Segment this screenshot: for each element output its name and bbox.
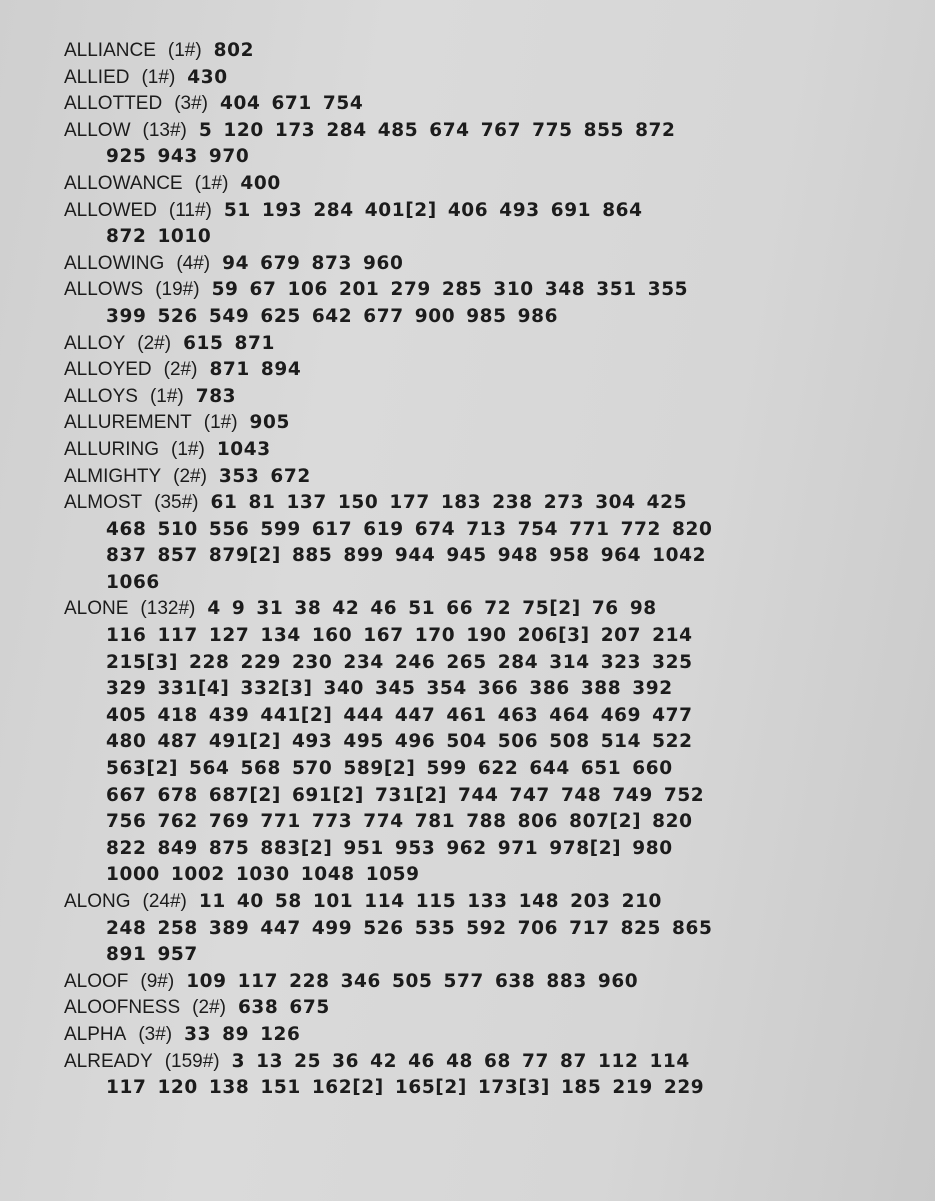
entry-first-line	[64, 198, 914, 225]
index-entry	[64, 65, 914, 92]
entry-page-refs: 871 894	[209, 359, 302, 381]
entry-first-line	[64, 118, 914, 145]
entry-count: (1#)	[203, 412, 238, 434]
entry-word: ALLOWS	[64, 279, 144, 301]
entry-count: (159#)	[164, 1050, 220, 1072]
entry-first-line	[64, 357, 914, 384]
entry-count: (4#)	[176, 252, 211, 274]
entry-page-refs: 1043	[216, 438, 271, 460]
entry-page-refs: 61 81 137 150 177 183 238 273 304 425	[210, 492, 688, 514]
entry-page-refs: 51 193 284 401[2] 406 493 691 864	[223, 199, 643, 221]
entry-count: (19#)	[155, 279, 200, 301]
entry-page-refs: 872 1010	[106, 226, 212, 248]
index-entry	[64, 889, 914, 969]
entry-count: (13#)	[142, 119, 187, 141]
entry-count: (1#)	[141, 66, 176, 88]
entry-count: (1#)	[167, 40, 202, 61]
entry-page-refs: 468 510 556 599 617 619 674 713 754 771 772 820	[106, 518, 713, 540]
entry-count: (35#)	[154, 492, 199, 514]
entry-first-line	[64, 65, 914, 92]
entry-page-refs: 925 943 970	[106, 146, 250, 168]
entry-page-refs: 404 671 754	[220, 93, 364, 115]
entry-continuation-line	[64, 1075, 914, 1102]
entry-word: ALLOW	[64, 119, 131, 141]
entry-first-line	[64, 889, 914, 916]
index-entry	[64, 277, 914, 330]
entry-count: (24#)	[142, 891, 187, 912]
index-entry	[64, 410, 914, 437]
entry-continuation-line	[64, 224, 914, 251]
entry-page-refs: 215[3] 228 229 230 234 246 265 284 314 323 325	[106, 651, 693, 673]
entry-word: ALLOWANCE	[64, 172, 183, 194]
entry-word: ALLOWED	[64, 199, 157, 221]
entry-continuation-line	[64, 942, 914, 969]
entry-first-line	[64, 384, 914, 411]
entry-word: ALONG	[64, 891, 131, 912]
index-entry	[64, 490, 914, 596]
index-entry	[64, 357, 914, 384]
index-entry	[64, 91, 914, 118]
entry-continuation-line	[64, 650, 914, 677]
entry-continuation-line	[64, 783, 914, 810]
entry-first-line	[64, 596, 914, 623]
entry-count: (132#)	[140, 598, 196, 620]
entry-first-line	[64, 1049, 914, 1076]
entry-page-refs: 615 871	[183, 332, 275, 354]
entry-word: ALOOFNESS	[64, 997, 181, 1019]
entry-continuation-line	[64, 623, 914, 650]
index-entry	[64, 969, 914, 996]
entry-first-line	[64, 91, 914, 118]
index-entry	[64, 198, 914, 251]
entry-count: (2#)	[173, 465, 207, 487]
concordance-page	[64, 38, 914, 1102]
entry-first-line	[64, 251, 914, 278]
entry-word: ALLIANCE	[64, 40, 156, 61]
entry-continuation-line	[64, 809, 914, 836]
entry-continuation-line	[64, 543, 914, 570]
entry-first-line	[64, 464, 914, 491]
entry-continuation-line	[64, 916, 914, 943]
entry-word: ALLIED	[64, 66, 130, 88]
entry-continuation-line	[64, 756, 914, 783]
entry-continuation-line	[64, 729, 914, 756]
index-entry	[64, 171, 914, 198]
entry-page-refs: 667 678 687[2] 691[2] 731[2] 744 747 748 749 752	[106, 784, 705, 806]
entry-word: ALMIGHTY	[64, 465, 162, 487]
entry-count: (1#)	[149, 385, 184, 407]
entry-count: (1#)	[171, 438, 205, 460]
entry-continuation-line	[64, 703, 914, 730]
entry-page-refs: 329 331[4] 332[3] 340 345 354 366 386 388 392	[106, 678, 673, 700]
index-entry	[64, 464, 914, 491]
entry-count: (2#)	[192, 997, 226, 1019]
entry-word: ALLOWING	[64, 252, 165, 274]
entry-page-refs: 353 672	[218, 465, 311, 487]
entry-page-refs: 116 117 127 134 160 167 170 190 206[3] 207 214	[106, 625, 693, 647]
entry-page-refs: 94 679 873 960	[222, 252, 404, 274]
entry-count: (2#)	[163, 359, 198, 381]
entry-first-line	[64, 969, 914, 996]
entry-word: ALLOTTED	[64, 93, 163, 115]
entry-continuation-line	[64, 517, 914, 544]
entry-page-refs: 405 418 439 441[2] 444 447 461 463 464 469 477	[106, 704, 693, 726]
entry-word: ALONE	[64, 598, 129, 620]
entry-page-refs: 1066	[106, 571, 160, 593]
entry-first-line	[64, 331, 914, 358]
entry-word: ALREADY	[64, 1050, 153, 1072]
entry-page-refs: 5 120 173 284 485 674 767 775 855 872	[198, 119, 676, 141]
entry-word: ALOOF	[64, 970, 129, 992]
entry-page-refs: 117 120 138 151 162[2] 165[2] 173[3] 185 219 229	[106, 1077, 705, 1099]
entry-word: ALPHA	[64, 1023, 127, 1045]
entry-continuation-line	[64, 676, 914, 703]
index-entry	[64, 437, 914, 464]
entry-page-refs: 563[2] 564 568 570 589[2] 599 622 644 651 660	[106, 758, 673, 780]
entry-count: (3#)	[174, 93, 208, 115]
entry-page-refs: 59 67 106 201 279 285 310 348 351 355	[211, 279, 689, 301]
entry-page-refs: 480 487 491[2] 493 495 496 504 506 508 514 522	[106, 731, 693, 753]
entry-word: ALLURING	[64, 438, 160, 460]
entry-first-line	[64, 995, 914, 1022]
index-entry	[64, 384, 914, 411]
entry-page-refs: 822 849 875 883[2] 951 953 962 971 978[2] 980	[106, 837, 673, 859]
entry-continuation-line	[64, 862, 914, 889]
entry-continuation-line	[64, 570, 914, 597]
entry-continuation-line	[64, 144, 914, 171]
entry-page-refs: 756 762 769 771 773 774 781 788 806 807[2] 820	[106, 811, 693, 833]
entry-page-refs: 11 40 58 101 114 115 133 148 203 210	[198, 891, 663, 912]
index-entry	[64, 38, 914, 65]
index-entry	[64, 118, 914, 171]
entry-page-refs: 891 957	[106, 944, 198, 966]
entry-page-refs: 4 9 31 38 42 46 51 66 72 75[2] 76 98	[207, 598, 657, 620]
entry-word: ALLOYED	[64, 359, 152, 381]
entry-page-refs: 638 675	[237, 997, 330, 1019]
index-entry	[64, 1022, 914, 1049]
entry-page-refs: 837 857 879[2] 885 899 944 945 948 958 964 1042	[106, 545, 707, 567]
entry-word: ALLOY	[64, 332, 126, 354]
entry-first-line	[64, 490, 914, 517]
entry-page-refs: 33 89 126	[184, 1023, 301, 1045]
entry-first-line	[64, 1022, 914, 1049]
entry-count: (11#)	[168, 199, 212, 221]
entry-first-line	[64, 277, 914, 304]
index-entry	[64, 1049, 914, 1102]
entry-page-refs: 400	[240, 172, 281, 194]
entry-first-line	[64, 38, 914, 65]
entry-count: (9#)	[140, 970, 175, 992]
entry-page-refs: 905	[249, 412, 290, 434]
entry-first-line	[64, 171, 914, 198]
entry-count: (3#)	[138, 1023, 173, 1045]
entry-page-refs: 248 258 389 447 499 526 535 592 706 717 825 865	[106, 917, 713, 939]
entry-word: ALMOST	[64, 492, 143, 514]
entry-continuation-line	[64, 304, 914, 331]
index-entry	[64, 995, 914, 1022]
entry-first-line	[64, 437, 914, 464]
entry-page-refs: 109 117 228 346 505 577 638 883 960	[186, 970, 639, 992]
index-entry	[64, 596, 914, 889]
entry-word: ALLUREMENT	[64, 412, 192, 434]
entry-page-refs: 3 13 25 36 42 46 48 68 77 87 112 114	[231, 1050, 690, 1072]
entry-first-line	[64, 410, 914, 437]
entry-page-refs: 1000 1002 1030 1048 1059	[106, 864, 420, 886]
entry-page-refs: 802	[213, 40, 255, 61]
entry-word: ALLOYS	[64, 385, 138, 407]
entry-page-refs: 783	[195, 385, 237, 407]
entry-continuation-line	[64, 836, 914, 863]
index-entry	[64, 331, 914, 358]
entry-count: (2#)	[137, 332, 172, 354]
entry-page-refs: 399 526 549 625 642 677 900 985 986	[106, 305, 559, 327]
index-entry	[64, 251, 914, 278]
entry-count: (1#)	[194, 172, 229, 194]
entry-page-refs: 430	[187, 66, 228, 88]
